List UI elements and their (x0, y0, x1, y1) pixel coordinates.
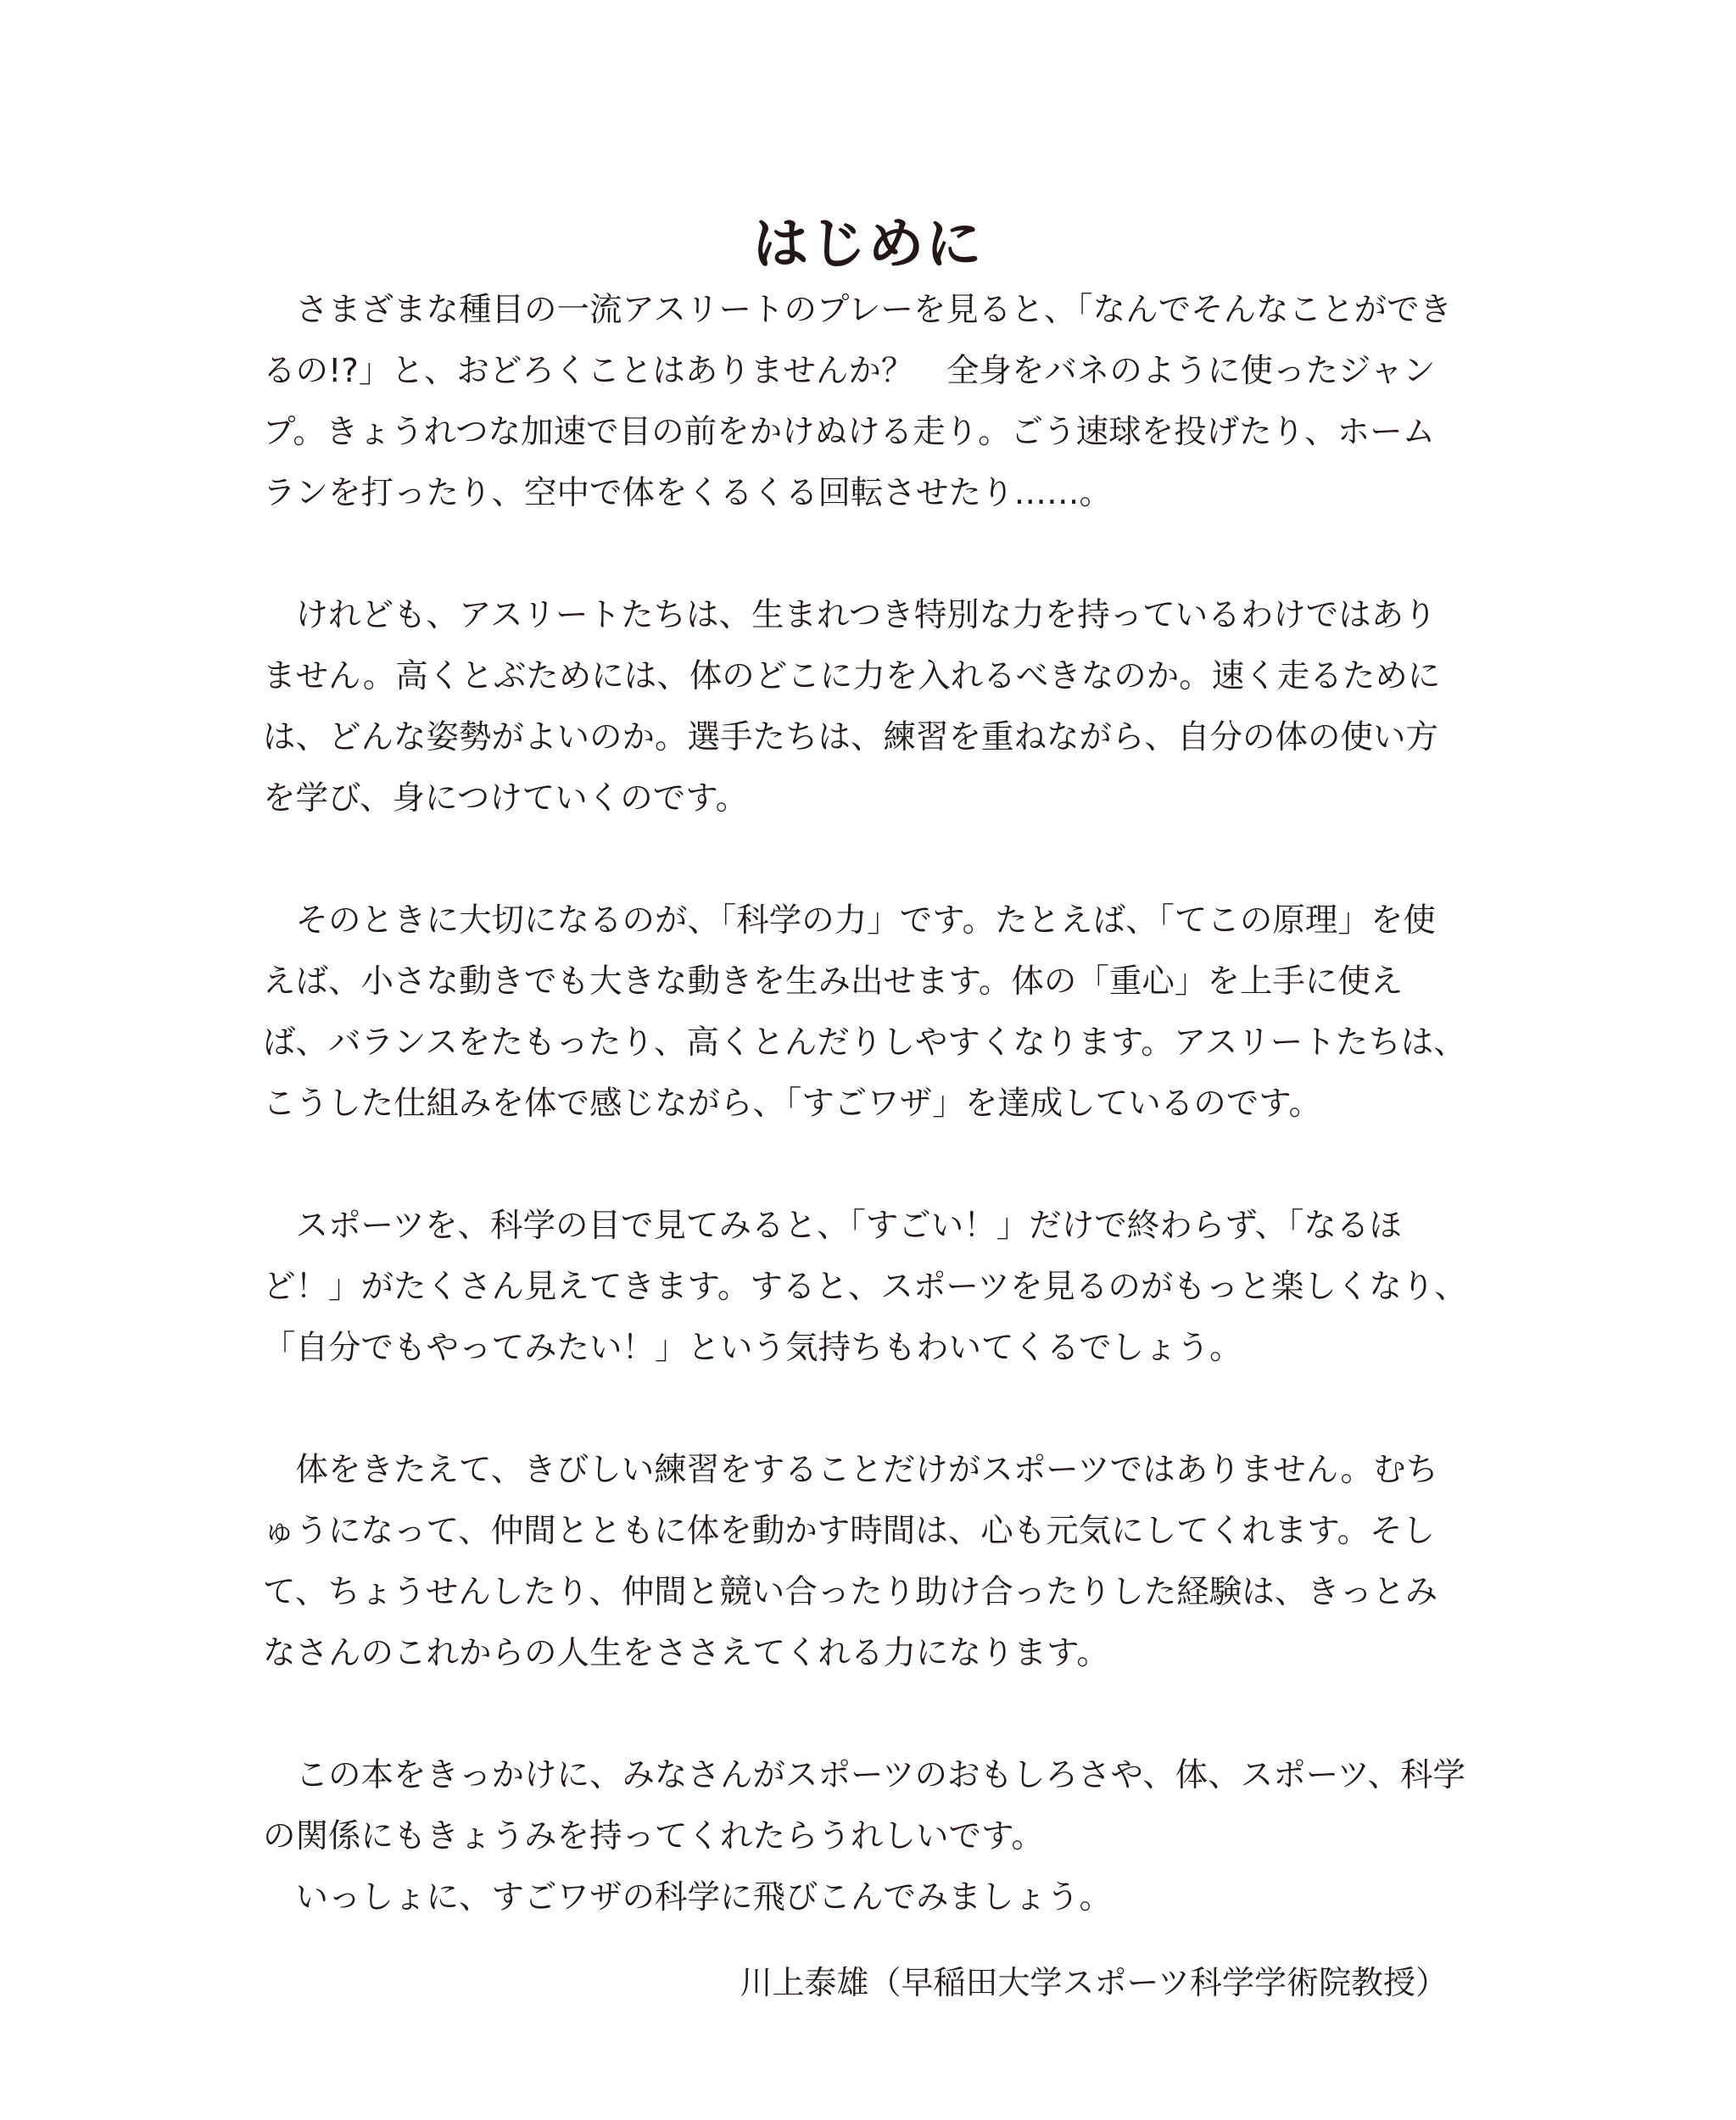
author-signature (740, 1952, 1449, 2013)
author-name: 川上泰雄 (740, 1964, 869, 2001)
paragraph-4: スポーツを、科学の目で見てみると、「すごい！」だけで終わらず、「なるほど！」がたくさん見えてきます。すると、スポーツを見るのがもっと楽しくなり、「自分でもやってみたい！」という気持ちもわいてくるでしょう。 (263, 1207, 1467, 1367)
paragraph-5: 体をきたえて、きびしい練習をすることだけがスポーツではありません。むちゅうになって、仲間とともに体を動かす時間は、心も元気にしてくれます。そして、ちょうせんしたり、仲間と競い合ったり助け合ったりした経験は、きっとみなさんのこれからの人生をささえてくれる力になります。 (263, 1451, 1439, 1672)
author-affiliation: （早稲田大学スポーツ科学学術院教授） (868, 1964, 1448, 2001)
paragraph-6: この本をきっかけに、みなさんがスポーツのおもしろさや、体、スポーツ、科学の関係にもきょうみを持ってくれたらうれしいです。 (263, 1756, 1465, 1855)
paragraph-1: さまざまな種目の一流アスリートのプレーを見ると、「なんでそんなことができるの!?」と、おどろくことはありませんか？ 全身をバネのように使ったジャンプ。きょうれつな加速で目の前をかけぬける走り。ごう速球を投げたり、ホームランを打ったり、空中で体をくるくる回転させたり……。 (263, 291, 1453, 512)
page-title: はじめに (752, 211, 984, 277)
paragraph-3: そのときに大切になるのが、「科学の力」です。たとえば、「てこの原理」を使えば、小さな動きでも大きな動きを生み出せます。体の「重心」を上手に使えば、バランスをたもったり、高くとんだりしやすくなります。アスリートたちは、こうした仕組みを体で感じながら、「すごワザ」を達成しているのです。 (263, 901, 1466, 1123)
paragraph-7: いっしょに、すごワザの科学に飛びこんでみましょう。 (295, 1878, 1113, 1916)
paragraph-2: けれども、アスリートたちは、生まれつき特別な力を持っているわけではありません。高くとぶためには、体のどこに力を入れるべきなのか。速く走るためには、どんな姿勢がよいのか。選手たちは、練習を重ねながら、自分の体の使い方を学び、身につけていくのです。 (263, 596, 1441, 817)
body-text (263, 280, 1467, 1989)
